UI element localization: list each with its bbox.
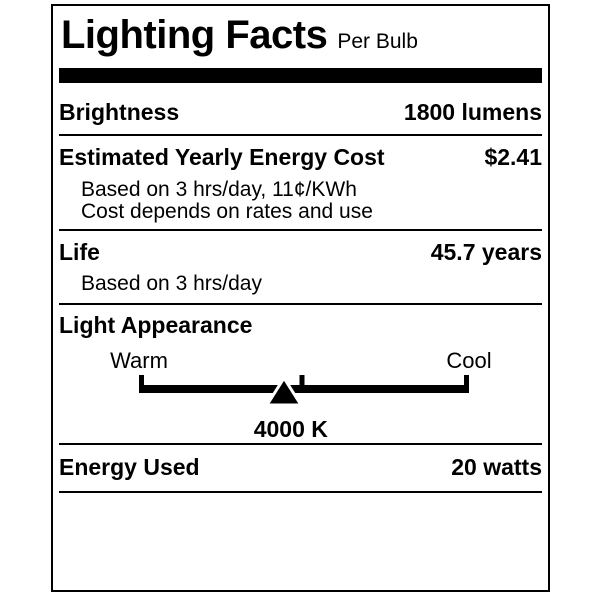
life-note: Based on 3 hrs/day bbox=[81, 272, 262, 295]
energy-cost-label: Estimated Yearly Energy Cost bbox=[59, 144, 385, 170]
scale-right-endcap bbox=[464, 375, 469, 393]
scale-left-endcap bbox=[139, 375, 144, 393]
kelvin-value-row bbox=[139, 417, 469, 441]
life-label: Life bbox=[59, 239, 100, 265]
scale-endpoint-labels bbox=[110, 348, 492, 373]
light-appearance-label: Light Appearance bbox=[59, 312, 253, 338]
energy-used-value: 20 watts bbox=[451, 454, 542, 480]
per-unit-text: Per Bulb bbox=[337, 30, 418, 53]
cool-label: Cool bbox=[446, 348, 492, 373]
color-temperature-scale bbox=[139, 385, 469, 393]
label-header bbox=[59, 6, 542, 55]
life-row bbox=[59, 231, 542, 305]
kelvin-pointer-icon bbox=[265, 376, 303, 407]
life-value: 45.7 years bbox=[430, 239, 542, 265]
brightness-row bbox=[59, 83, 542, 136]
energy-cost-note-usage: Based on 3 hrs/day, 11¢/KWh bbox=[81, 178, 357, 201]
kelvin-value: 4000 K bbox=[253, 416, 328, 442]
label-title: Lighting Facts bbox=[61, 13, 328, 57]
energy-cost-row bbox=[59, 136, 542, 231]
brightness-label: Brightness bbox=[59, 99, 180, 125]
energy-used-row bbox=[59, 445, 542, 493]
warm-label: Warm bbox=[110, 348, 168, 373]
title-divider-bar bbox=[59, 68, 542, 83]
light-appearance-section bbox=[59, 305, 542, 445]
energy-cost-note-disclaimer: Cost depends on rates and use bbox=[81, 200, 373, 223]
energy-used-label: Energy Used bbox=[59, 454, 200, 480]
energy-cost-value: $2.41 bbox=[484, 144, 542, 170]
brightness-value: 1800 lumens bbox=[403, 99, 542, 125]
lighting-facts-label bbox=[51, 4, 550, 592]
